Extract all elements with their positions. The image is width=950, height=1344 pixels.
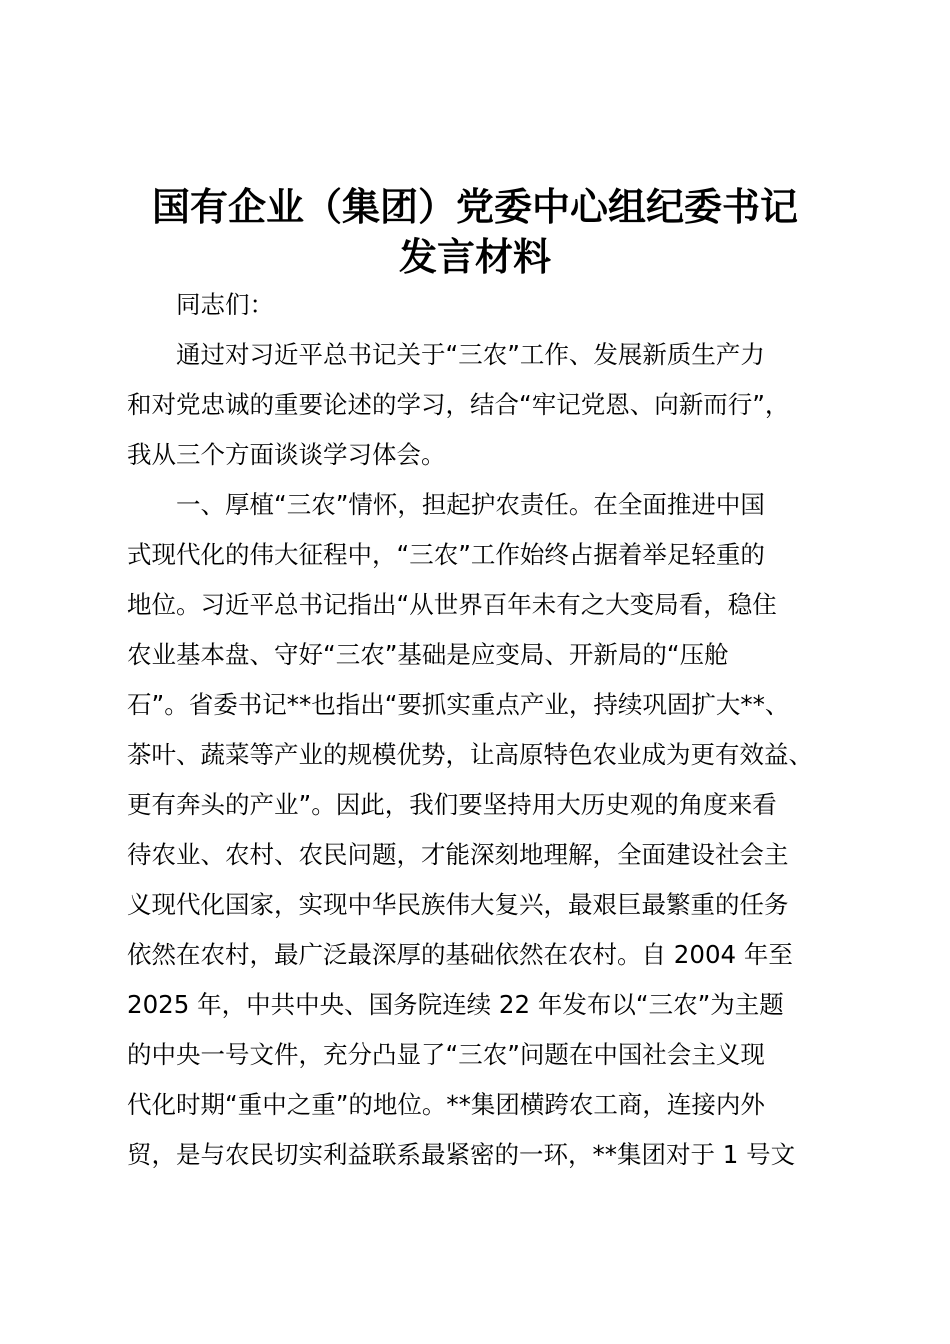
- paragraph-line: 茶叶、蔬菜等产业的规模优势，让高原特色农业成为更有效益、: [127, 740, 813, 769]
- paragraph-line: 依然在农村，最广泛最深厚的基础依然在农村。自 2004 年至: [127, 940, 793, 969]
- paragraph-line: 和对党忠诚的重要论述的学习，结合“牢记党恩、向新而行”，: [127, 390, 790, 419]
- paragraph-line: 待农业、农村、农民问题，才能深刻地理解，全面建设社会主: [127, 840, 789, 869]
- paragraph-line: 农业基本盘、守好“三农”基础是应变局、开新局的“压舱: [127, 640, 729, 669]
- paragraph-line: 式现代化的伟大征程中，“三农”工作始终占据着举足轻重的: [127, 540, 765, 569]
- paragraph-line: 贸，是与农民切实利益联系最紧密的一环，**集团对于 1 号文: [127, 1140, 796, 1169]
- paragraph-line: 一、厚植“三农”情怀，担起护农责任。在全面推进中国: [176, 490, 765, 519]
- paragraph-line: 更有奔头的产业”。因此，我们要坚持用大历史观的角度来看: [127, 790, 777, 819]
- paragraph-line: 的中央一号文件，充分凸显了“三农”问题在中国社会主义现: [127, 1040, 765, 1069]
- paragraph-line: 石”。省委书记**也指出“要抓实重点产业，持续巩固扩大**、: [127, 690, 790, 719]
- paragraph-line: 我从三个方面谈谈学习体会。: [127, 440, 446, 469]
- paragraph-line: 代化时期“重中之重”的地位。**集团横跨农工商，连接内外: [127, 1090, 765, 1119]
- paragraph-line: 通过对习近平总书记关于“三农”工作、发展新质生产力: [176, 340, 765, 369]
- salutation: 同志们：: [176, 290, 274, 319]
- paragraph-line: 地位。习近平总书记指出“从世界百年未有之大变局看，稳住: [127, 590, 777, 619]
- paragraph-line: 义现代化国家，实现中华民族伟大复兴，最艰巨最繁重的任务: [127, 890, 789, 919]
- document-title-line-2: 发言材料: [398, 234, 551, 279]
- document-title-line-1: 国有企业（集团）党委中心组纪委书记: [151, 184, 798, 229]
- paragraph-line: 2025 年，中共中央、国务院连续 22 年发布以“三农”为主题: [127, 990, 784, 1019]
